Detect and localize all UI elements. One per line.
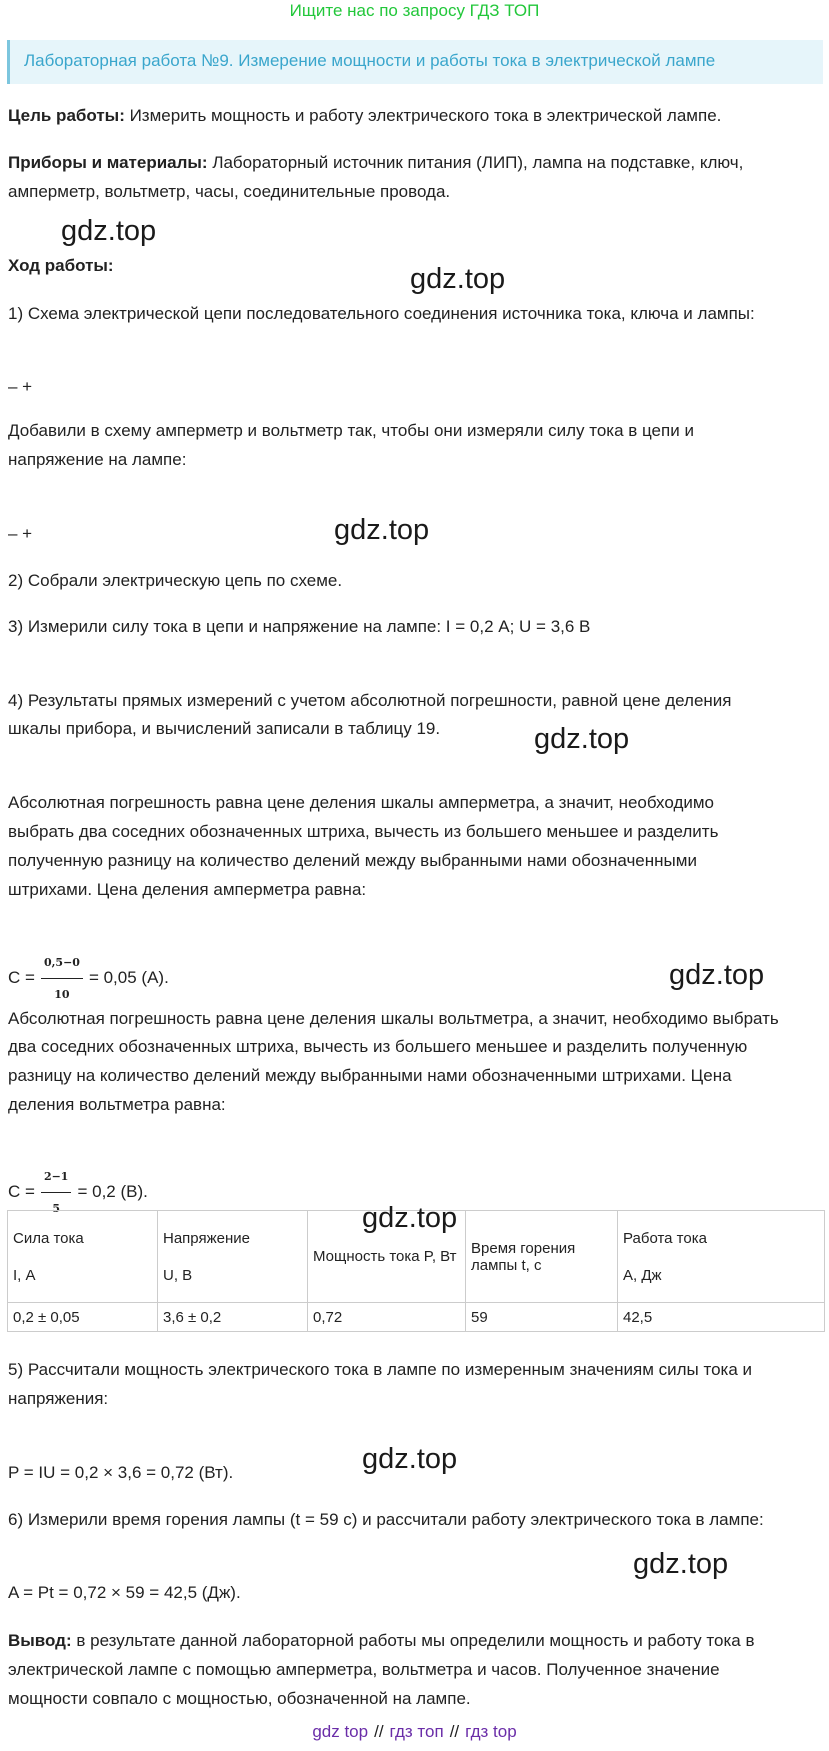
header-unit: A, Дж bbox=[623, 1266, 662, 1284]
fraction-denominator: 5 bbox=[52, 1202, 61, 1215]
watermark: gdz.top bbox=[334, 514, 430, 546]
goal-label: Цель работы: bbox=[8, 106, 125, 125]
procedure-label bbox=[8, 251, 114, 280]
lab-title-box bbox=[7, 40, 823, 84]
voltmeter-text-2: два соседних обозначенных штриха, вычесть из большего меньшее и разделить полученную bbox=[8, 1037, 748, 1056]
step-2: 2) Собрали электрическую цепь по схеме. bbox=[8, 571, 343, 590]
conclusion-label: Вывод: bbox=[8, 1631, 72, 1650]
lab-title: Лабораторная работа №9. Измерение мощности и работы тока в электрической лампе bbox=[24, 51, 716, 70]
footer-links bbox=[0, 1722, 829, 1742]
table-cell: 42,5 bbox=[618, 1303, 825, 1332]
power-formula: P = IU = 0,2 × 3,6 = 0,72 (Вт). bbox=[8, 1463, 234, 1482]
ammeter-text-2: выбрать два соседних обозначенных штриха, вычесть из большего меньшее и разделить bbox=[8, 822, 719, 841]
footer-link-3[interactable]: гдз top bbox=[465, 1722, 517, 1741]
table-header-cell bbox=[158, 1211, 308, 1303]
watermark: gdz.top bbox=[633, 1548, 729, 1580]
footer-link-2[interactable]: гдз топ bbox=[389, 1722, 444, 1741]
formula-ammeter bbox=[8, 948, 169, 1009]
work-formula: A = Pt = 0,72 × 59 = 42,5 (Дж). bbox=[8, 1583, 241, 1602]
watermark: gdz.top bbox=[362, 1202, 458, 1234]
step-3: 3) Измерили силу тока в цепи и напряжение на лампе: I = 0,2 А; U = 3,6 В bbox=[8, 617, 591, 636]
step-4-line-1: 4) Результаты прямых измерений с учетом абсолютной погрешности, равной цене деления bbox=[8, 691, 732, 710]
footer-separator: // bbox=[449, 1722, 460, 1741]
watermark: gdz.top bbox=[362, 1443, 458, 1475]
voltmeter-text-3: разницу на количество делений между выбранными нами обозначенными штрихами. Цена bbox=[8, 1066, 732, 1085]
watermark: gdz.top bbox=[534, 723, 630, 755]
equipment-line-2: амперметр, вольтметр, часы, соединительные провода. bbox=[8, 182, 451, 201]
step-5-line-2: напряжения: bbox=[8, 1389, 109, 1408]
ammeter-text-3: полученную разницу на количество делений между выбранными нами обозначенными bbox=[8, 851, 697, 870]
voltmeter-text-4: деления вольтметра равна: bbox=[8, 1095, 226, 1114]
conclusion-line-2: электрической лампе с помощью амперметра, вольтметра и часов. Полученное значение bbox=[8, 1660, 720, 1679]
goal-text: Измерить мощность и работу электрического тока в электрической лампе. bbox=[124, 106, 722, 125]
table-header-cell bbox=[8, 1211, 158, 1303]
watermark: gdz.top bbox=[410, 263, 506, 295]
conclusion-line-1 bbox=[8, 1626, 754, 1655]
table-row bbox=[8, 1303, 825, 1332]
table-header-cell bbox=[466, 1211, 618, 1303]
formula-rhs: = 0,2 (В). bbox=[77, 1181, 148, 1201]
procedure-label-text: Ход работы: bbox=[8, 256, 114, 275]
table-cell: 3,6 ± 0,2 bbox=[158, 1303, 308, 1332]
footer-separator: // bbox=[374, 1722, 384, 1741]
voltmeter-text-1: Абсолютная погрешность равна цене деления шкалы вольтметра, а значит, необходимо выбрать bbox=[8, 1009, 779, 1028]
equipment-line-1 bbox=[8, 148, 743, 177]
header-label: Время горения лампы t, с bbox=[471, 1239, 576, 1274]
fraction bbox=[41, 948, 83, 1009]
formula-lhs: C = bbox=[8, 1181, 35, 1201]
formula-rhs: = 0,05 (А). bbox=[88, 967, 169, 987]
goal-line bbox=[8, 101, 721, 130]
table-header-cell bbox=[618, 1211, 825, 1303]
ammeter-text-4: штрихами. Цена деления амперметра равна: bbox=[8, 880, 367, 899]
added-meters-line-2: напряжение на лампе: bbox=[8, 450, 187, 469]
fraction-numerator: 2−1 bbox=[41, 1162, 72, 1193]
footer-link-1[interactable]: gdz top bbox=[312, 1722, 369, 1741]
conclusion-text-1: в результате данной лабораторной работы мы определили мощность и работу тока в bbox=[71, 1631, 755, 1650]
ammeter-text-1: Абсолютная погрешность равна цене деления шкалы амперметра, а значит, необходимо bbox=[8, 793, 714, 812]
polarity-1: – + bbox=[8, 377, 33, 396]
equipment-label: Приборы и материалы: bbox=[8, 153, 208, 172]
header-label: Работа тока bbox=[623, 1229, 707, 1247]
header-label: Напряжение bbox=[163, 1229, 250, 1247]
header-label: Сила тока bbox=[13, 1229, 84, 1247]
header-unit: I, А bbox=[13, 1266, 36, 1284]
step-1: 1) Схема электрической цепи последовательного соединения источника тока, ключа и лампы: bbox=[8, 304, 755, 323]
table-cell: 59 bbox=[466, 1303, 618, 1332]
step-4-line-2: шкалы прибора, и вычислений записали в таблицу 19. bbox=[8, 719, 441, 738]
formula-lhs: C = bbox=[8, 967, 35, 987]
table-cell: 0,2 ± 0,05 bbox=[8, 1303, 158, 1332]
header-unit: U, В bbox=[163, 1266, 193, 1284]
watermark: gdz.top bbox=[669, 959, 765, 991]
step-5-line-1: 5) Рассчитали мощность электрического тока в лампе по измеренным значениям силы тока и bbox=[8, 1360, 753, 1379]
added-meters-line-1: Добавили в схему амперметр и вольтметр так, чтобы они измеряли силу тока в цепи и bbox=[8, 421, 694, 440]
step-6: 6) Измерили время горения лампы (t = 59 с) и рассчитали работу электрического тока в лампе: bbox=[8, 1510, 764, 1529]
watermark: gdz.top bbox=[61, 215, 157, 247]
header-label: Мощность тока P, Вт bbox=[313, 1248, 457, 1265]
equipment-text-1: Лабораторный источник питания (ЛИП), лампа на подставке, ключ, bbox=[207, 153, 744, 172]
fraction-denominator: 10 bbox=[54, 988, 70, 1001]
conclusion-line-3: мощности совпало с мощностью, обозначенной на лампе. bbox=[8, 1689, 471, 1708]
table-cell: 0,72 bbox=[308, 1303, 466, 1332]
promo-banner[interactable]: Ищите нас по запросу ГДЗ ТОП bbox=[289, 1, 540, 20]
fraction-numerator: 0,5−0 bbox=[41, 948, 83, 979]
polarity-2: – + bbox=[8, 524, 33, 543]
